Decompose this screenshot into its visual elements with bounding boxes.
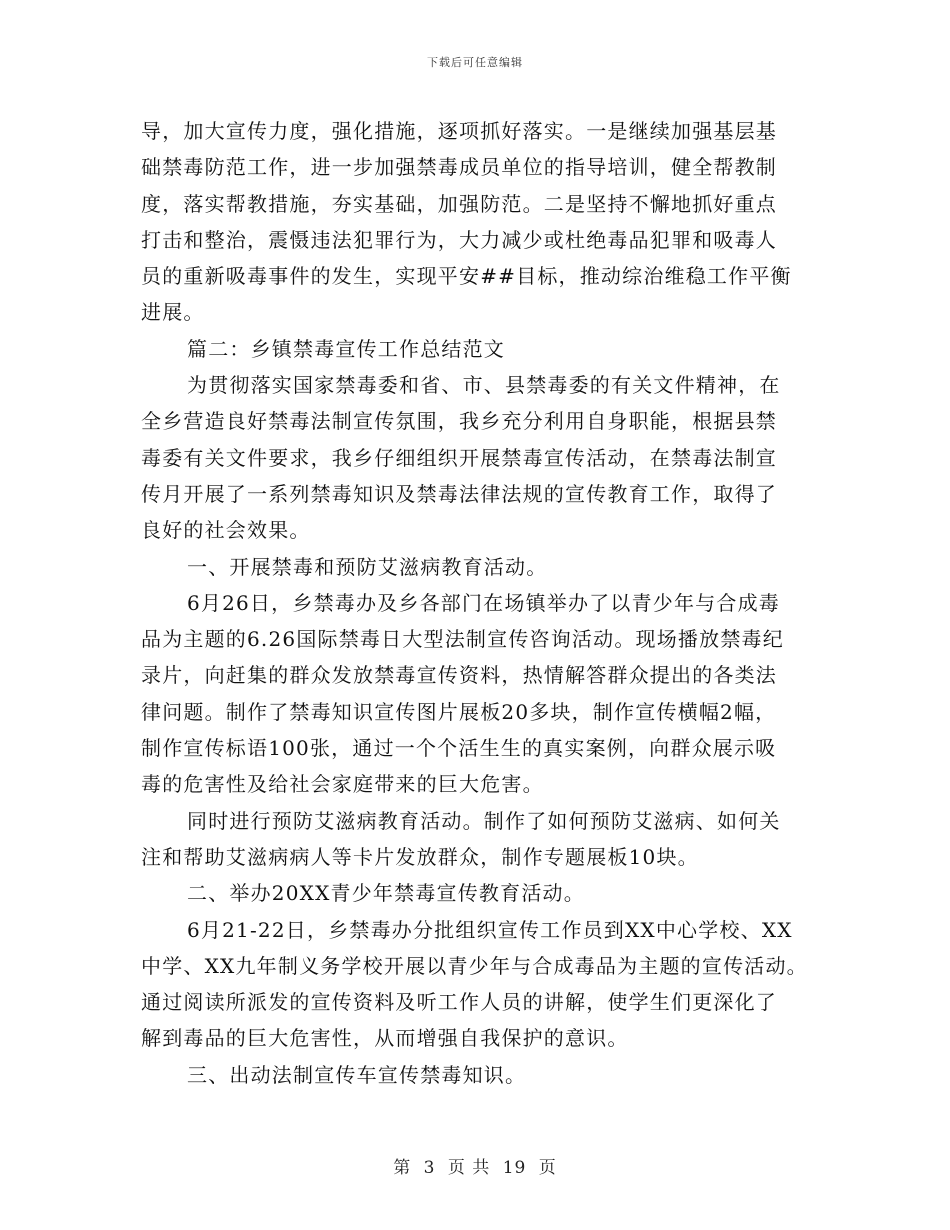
text-line: 律问题。制作了禁毒知识宣传图片展板20多块，制作宣传横幅2幅，	[141, 699, 777, 724]
text-line: 导，加大宣传力度，强化措施，逐项抓好落实。一是继续加强基层基	[141, 119, 777, 143]
text-line: 打击和整治，震慑违法犯罪行为，大力减少或杜绝毒品犯罪和吸毒人	[141, 227, 777, 252]
text-line: 毒的危害性及给社会家庭带来的巨大危害。	[141, 772, 544, 797]
text-line: 为贯彻落实国家禁毒委和省、市、县禁毒委的有关文件精神，在	[187, 373, 781, 398]
text-line: 解到毒品的巨大危害性，从而增强自我保护的意识。	[141, 1026, 629, 1051]
text-line: 度，落实帮教措施，夯实基础，加强防范。二是坚持不懈地抓好重点	[141, 191, 777, 216]
text-line: 同时进行预防艾滋病教育活动。制作了如何预防艾滋病、如何关	[187, 808, 781, 833]
text-line: 良好的社会效果。	[141, 518, 311, 543]
page-total: 19	[502, 1158, 527, 1178]
page-number: 3	[423, 1158, 436, 1178]
section-heading: 篇二：乡镇禁毒宣传工作总结范文	[187, 336, 505, 361]
text-line: 6月26日，乡禁毒办及乡各部门在场镇举办了以青少年与合成毒	[187, 590, 780, 615]
text-line: 毒委有关文件要求，我乡仔细组织开展禁毒宣传活动，在禁毒法制宣	[141, 445, 777, 470]
text-line: 注和帮助艾滋病病人等卡片发放群众，制作专题展板10块。	[141, 844, 699, 869]
text-line: 通过阅读所派发的宣传资料及听工作人员的讲解，使学生们更深化了	[141, 990, 777, 1015]
text-line: 员的重新吸毒事件的发生，实现平安##目标，推动综治维稳工作平衡	[141, 264, 792, 289]
section-heading: 三、出动法制宣传车宣传禁毒知识。	[187, 1062, 527, 1087]
footer-prefix: 第	[393, 1158, 412, 1178]
section-heading: 二、举办20XX青少年禁毒宣传教育活动。	[187, 881, 585, 906]
body-text	[141, 113, 811, 1093]
footer-middle: 页 共	[447, 1158, 491, 1178]
text-line: 全乡营造良好禁毒法制宣传氛围，我乡充分利用自身职能，根据县禁	[141, 409, 777, 434]
footer-suffix: 页	[538, 1158, 557, 1178]
text-line: 6月21-22日，乡禁毒办分批组织宣传工作员到XX中心学校、XX	[187, 917, 793, 942]
text-line: 录片，向赶集的群众发放禁毒宣传资料，热情解答群众提出的各类法	[141, 663, 777, 688]
text-line: 础禁毒防范工作，进一步加强禁毒成员单位的指导培训，健全帮教制	[141, 155, 777, 180]
text-line: 进展。	[141, 300, 205, 325]
section-heading: 一、开展禁毒和预防艾滋病教育活动。	[187, 554, 548, 579]
page-header: 下载后可任意编辑	[427, 56, 523, 69]
text-line: 制作宣传标语100张，通过一个个活生生的真实案例，向群众展示吸	[141, 736, 777, 761]
text-line: 传月开展了一系列禁毒知识及禁毒法律法规的宣传教育工作，取得了	[141, 481, 777, 506]
page-footer	[0, 1153, 950, 1178]
text-line: 中学、XX九年制义务学校开展以青少年与合成毒品为主题的宣传活动。	[141, 953, 808, 978]
text-line: 品为主题的6.26国际禁毒日大型法制宣传咨询活动。现场播放禁毒纪	[141, 627, 784, 652]
